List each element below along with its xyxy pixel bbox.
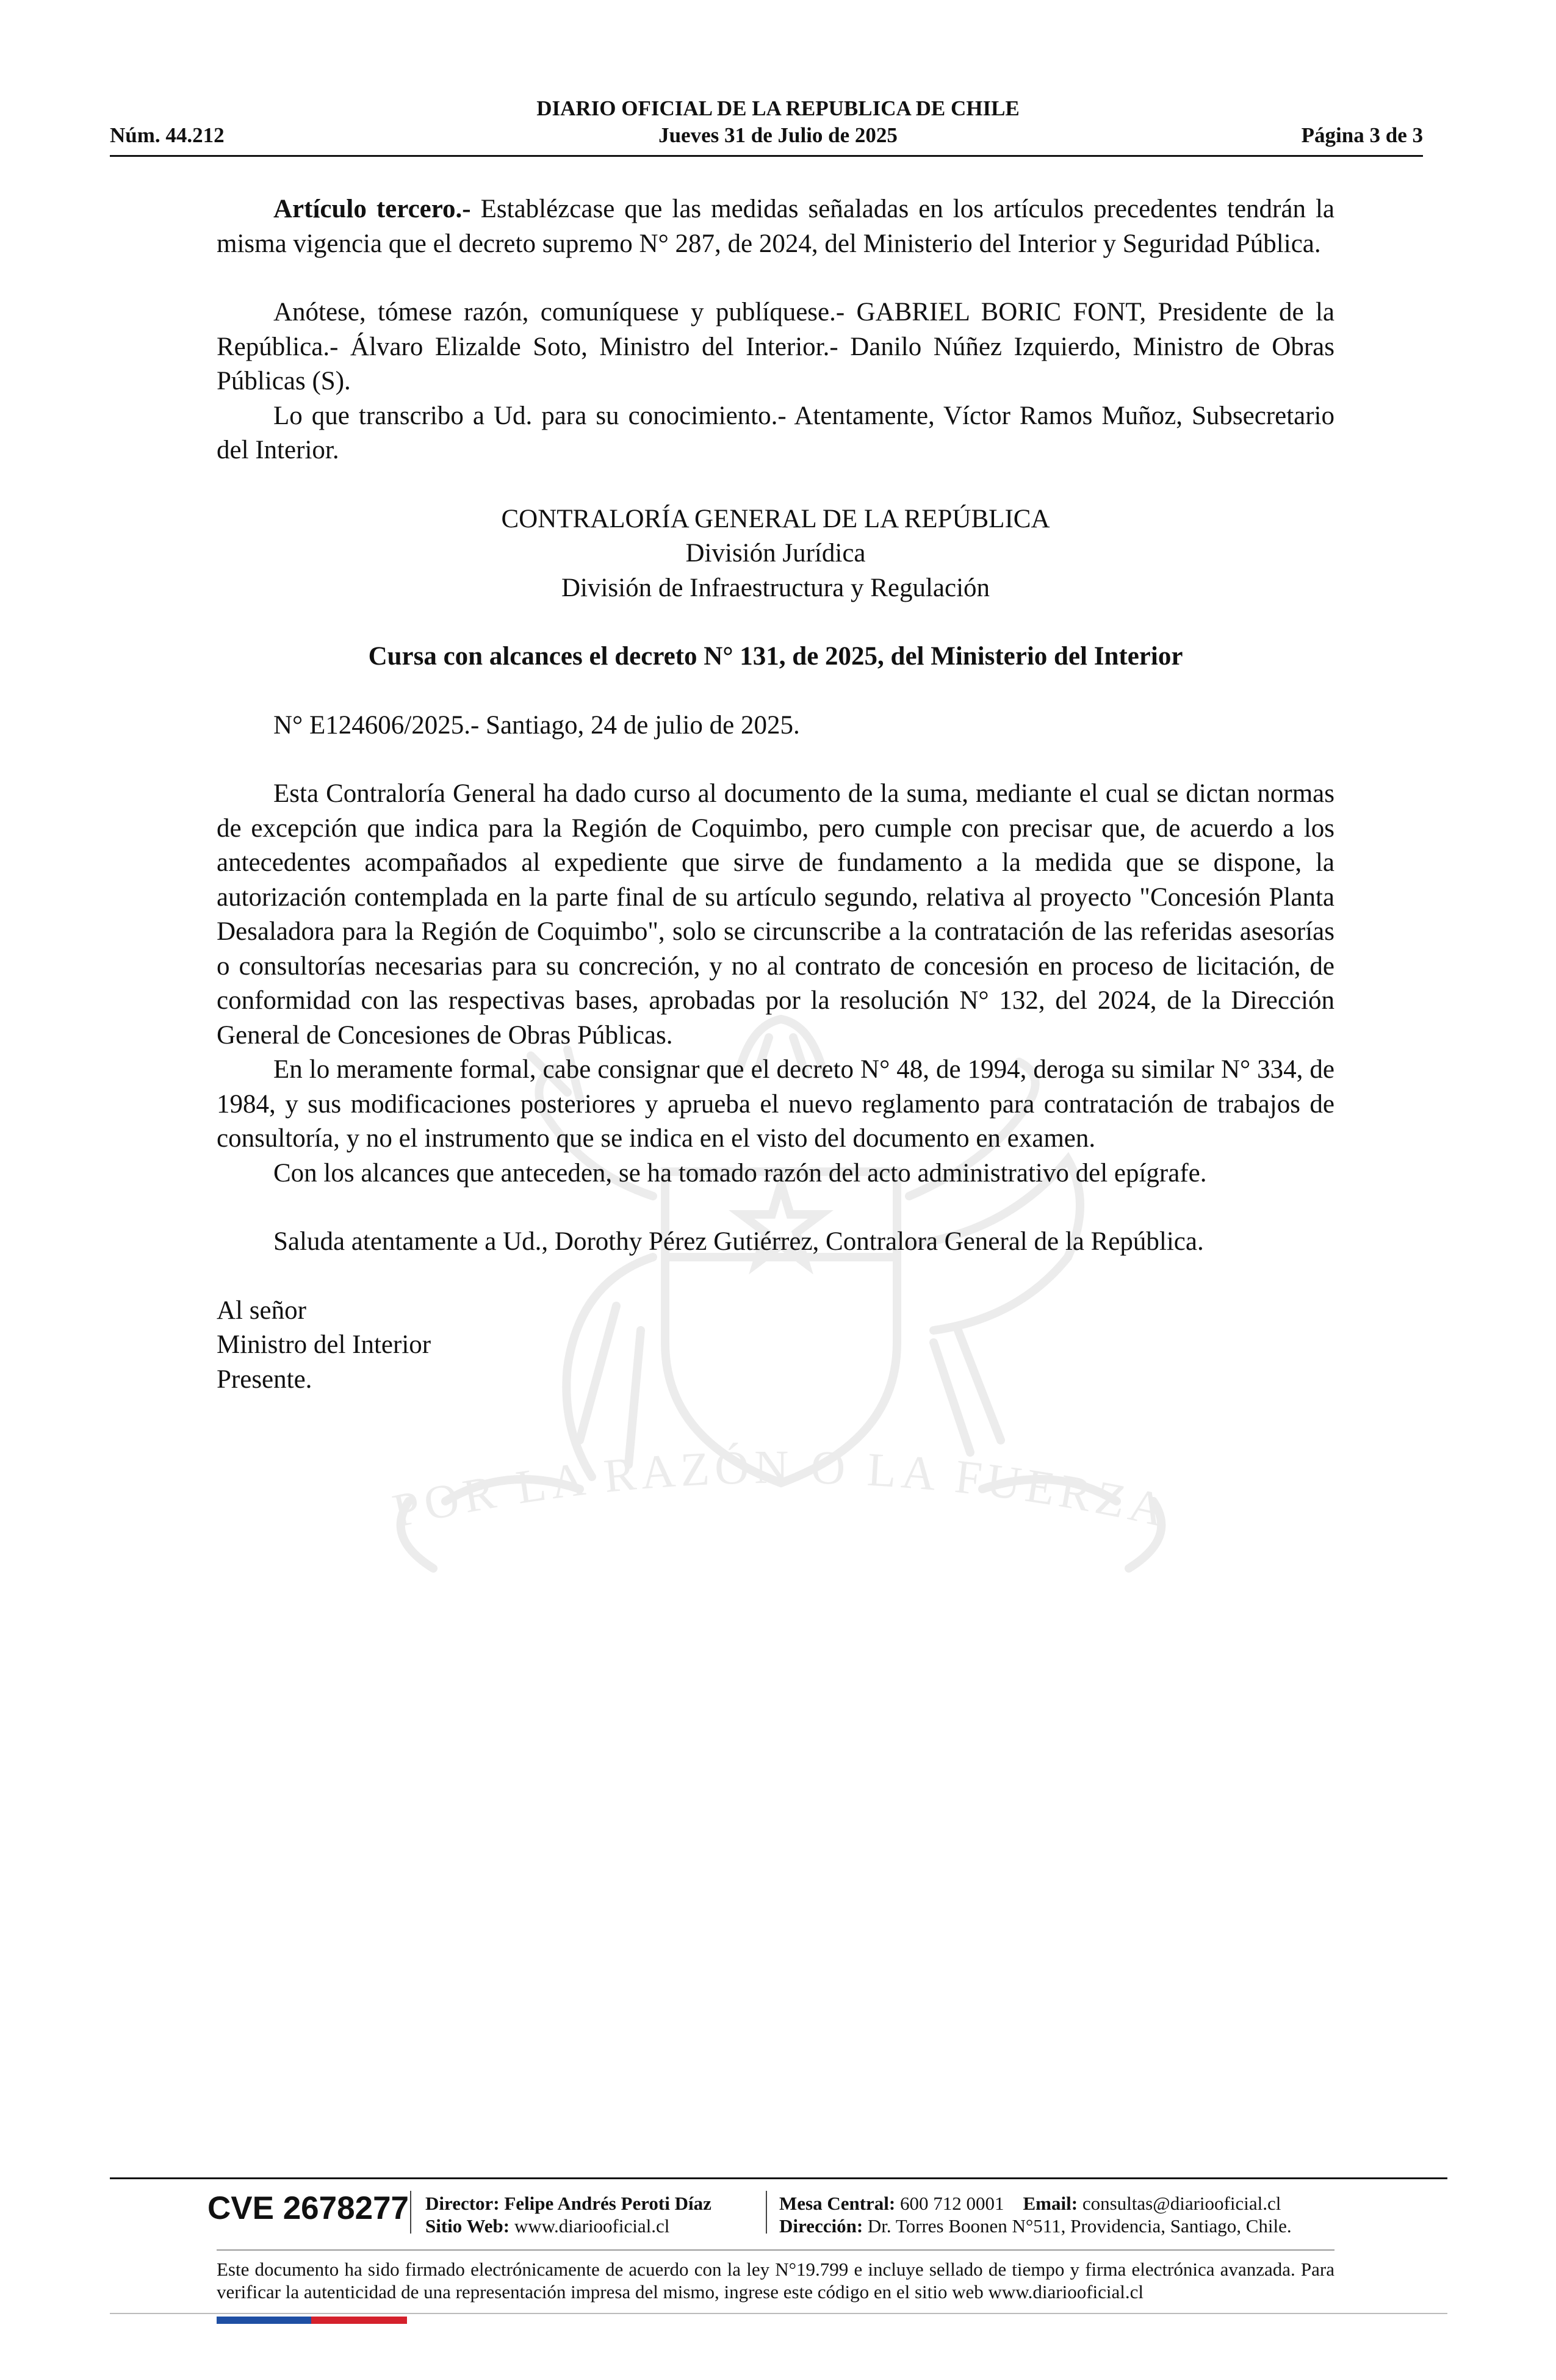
director-label: Director: [425, 2193, 500, 2214]
reference-line: N° E124606/2025.- Santiago, 24 de julio de 2025. [273, 710, 800, 740]
recipient-line-1: Al señor [217, 1296, 306, 1325]
phone-label: Mesa Central: [779, 2193, 896, 2214]
email-link[interactable]: consultas@diariooficial.cl [1082, 2193, 1281, 2214]
article-third-text: Establézcase que las medidas señaladas en los artículos precedentes tendrán la misma vigencia que el decreto supremo N° 287, de 2024, del Ministerio del Interior y Seguridad Pública. [217, 195, 1334, 258]
footer-separator [410, 2191, 411, 2234]
footer-inner-divider [217, 2249, 1334, 2251]
recipient-line-2: Ministro del Interior [217, 1330, 431, 1359]
issue-number: Núm. 44.212 [110, 123, 225, 147]
footer-director-block [425, 2192, 711, 2237]
paragraph-2: En lo meramente formal, cabe consignar que el decreto N° 48, de 1994, deroga su similar N° 334, de 1984, y sus modificaciones posteriores y aprueba el nuevo reglamento para contratación de trabajos de consultoría, y no el instrumento que se indica en el visto del documento en examen. [217, 1055, 1334, 1153]
paragraph-1: Esta Contraloría General ha dado curso al documento de la suma, mediante el cual se dictan normas de excepción que indica para la Región de Coquimbo, pero cumple con precisar que, de acuerdo a los antecedentes acompañados al expediente que sirve de fundamento a la medida que se dispone, la autorización contemplada en la parte final de su artículo segundo, relativa al proyecto "Concesión Planta Desaladora para la Región de Coquimbo", solo se circunscribe a la contratación de las referidas asesorías o consultorías necesarias para su concreción, y no al contrato de concesión en proceso de licitación, de conformidad con las respectivas bases, aprobadas por la resolución N° 132, del 2024, de la Dirección General de Concesiones de Obras Públicas. [217, 779, 1334, 1050]
header-divider [110, 155, 1423, 157]
recipient-line-3: Presente. [217, 1365, 312, 1394]
document-body [217, 192, 1334, 1397]
watermark-motto: POR LA RAZÓN O LA FUERZA [387, 1440, 1175, 1538]
newspaper-title: DIARIO OFICIAL DE LA REPUBLICA DE CHILE [536, 96, 1020, 120]
issue-date: Jueves 31 de Julio de 2025 [658, 123, 898, 147]
electronic-signature-note: Este documento ha sido firmado electrónicamente de acuerdo con la ley N°19.799 e incluye sellado de tiempo y firma electrónica avanzada. Para verificar la autenticidad de una representación impresa del mismo, ingrese este código en el sitio web www.diariooficial.cl [217, 2259, 1334, 2302]
transcription-paragraph: Lo que transcribo a Ud. para su conocimiento.- Atentamente, Víctor Ramos Muñoz, Subsecretario del Interior. [217, 401, 1334, 464]
section-heading: Cursa con alcances el decreto N° 131, de 2025, del Ministerio del Interior [368, 642, 1183, 671]
issuer-division-1: División Jurídica [685, 539, 866, 568]
address-value: Dr. Torres Boonen N°511, Providencia, Santiago, Chile. [867, 2215, 1292, 2237]
footer-bottom-divider [110, 2313, 1447, 2314]
closing-line: Saluda atentamente a Ud., Dorothy Pérez Gutiérrez, Contralora General de la República. [273, 1227, 1204, 1256]
paragraph-3: Con los alcances que anteceden, se ha tomado razón del acto administrativo del epígrafe. [273, 1158, 1207, 1188]
signatures-paragraph: Anótese, tómese razón, comuníquese y publíquese.- GABRIEL BORIC FONT, Presidente de la República.- Álvaro Elizalde Soto, Ministro del Interior.- Danilo Núñez Izquierdo, Ministro de Obras Públicas (S). [217, 298, 1334, 395]
footer-divider [110, 2177, 1447, 2179]
issuer-division-2: División de Infraestructura y Regulación [561, 573, 990, 602]
article-third-label: Artículo tercero.- [273, 195, 471, 223]
website-label: Sitio Web: [425, 2215, 510, 2237]
issuer-organization: CONTRALORÍA GENERAL DE LA REPÚBLICA [501, 504, 1050, 533]
article-third [217, 192, 1334, 261]
address-label: Dirección: [779, 2215, 863, 2237]
svg-text:POR LA RAZÓN O LA FUERZA [388, 1440, 1174, 1537]
phone-value: 600 712 0001 [900, 2193, 1004, 2214]
footer-contact-block [779, 2192, 1292, 2237]
page-indicator: Página 3 de 3 [1301, 123, 1423, 147]
cve-code: CVE 2678277 [207, 2190, 409, 2226]
director-name: Felipe Andrés Peroti Díaz [504, 2193, 711, 2214]
flag-stripe-blue [217, 2317, 311, 2324]
footer-separator [766, 2191, 767, 2234]
website-link[interactable]: www.diariooficial.cl [514, 2215, 670, 2237]
flag-stripe-red [311, 2317, 407, 2324]
email-label: Email: [1023, 2193, 1078, 2214]
